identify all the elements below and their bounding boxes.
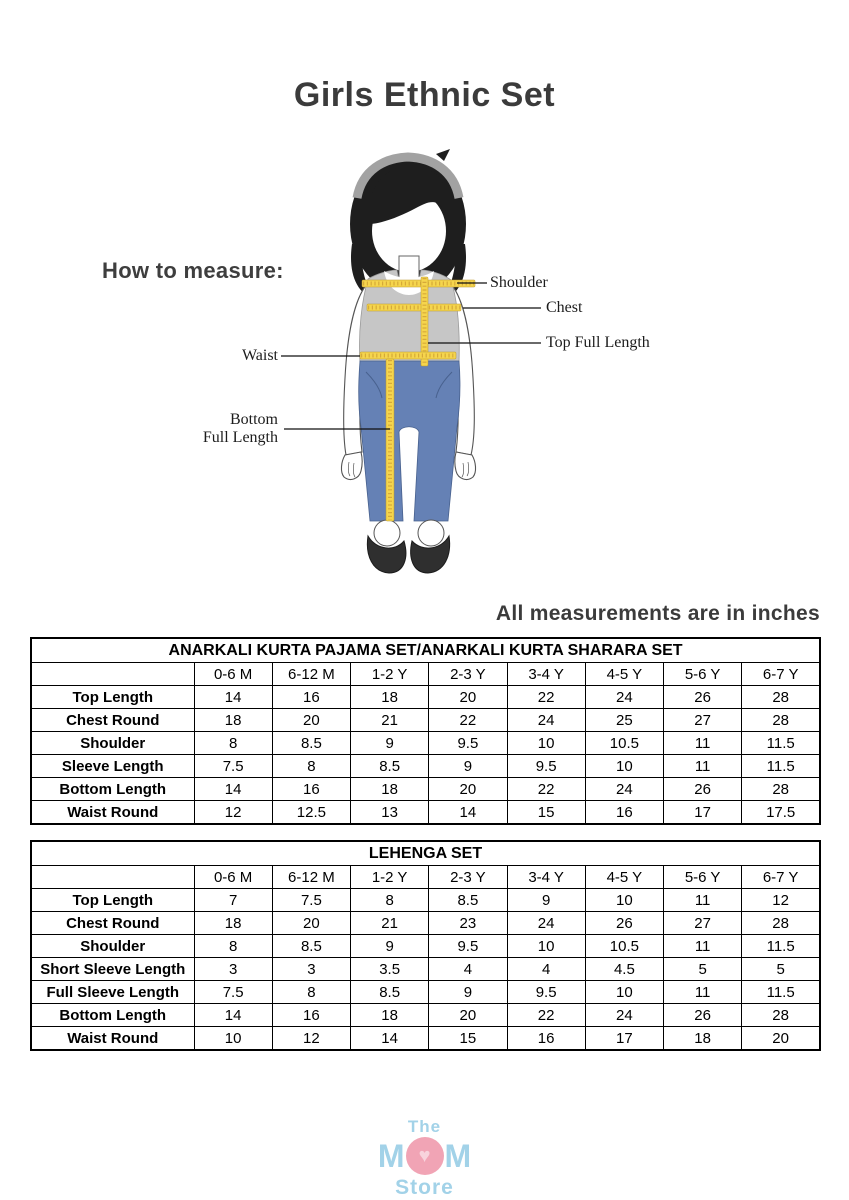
measurement-row-label: Short Sleeve Length <box>31 958 194 981</box>
measurement-value-cell: 5 <box>742 958 820 981</box>
measurement-value-cell: 11 <box>664 889 742 912</box>
measurement-value-cell: 11.5 <box>742 732 820 755</box>
table-row <box>31 1004 820 1027</box>
measurement-value-cell: 24 <box>507 709 585 732</box>
size-column-header: 6-12 M <box>272 663 350 686</box>
girl-pants <box>359 361 460 521</box>
measurement-value-cell: 14 <box>351 1027 429 1051</box>
measurement-value-cell: 28 <box>742 778 820 801</box>
measurement-value-cell: 8 <box>272 755 350 778</box>
size-column-header: 1-2 Y <box>351 663 429 686</box>
size-column-header: 2-3 Y <box>429 866 507 889</box>
measurement-value-cell: 24 <box>585 778 663 801</box>
table-row <box>31 889 820 912</box>
measurement-value-cell: 15 <box>429 1027 507 1051</box>
table-row <box>31 709 820 732</box>
measurement-value-cell: 20 <box>429 686 507 709</box>
measurement-value-cell: 20 <box>272 709 350 732</box>
size-column-header: 6-7 Y <box>742 663 820 686</box>
measurement-value-cell: 20 <box>272 912 350 935</box>
measurement-value-cell: 7.5 <box>194 981 272 1004</box>
top-full-length-label: Top Full Length <box>546 334 650 351</box>
table-row <box>31 732 820 755</box>
size-column-header: 4-5 Y <box>585 866 663 889</box>
size-column-header: 2-3 Y <box>429 663 507 686</box>
measurement-value-cell: 4.5 <box>585 958 663 981</box>
measurement-value-cell: 11.5 <box>742 755 820 778</box>
bottom-full-length-line1: Bottom <box>229 411 278 428</box>
measurement-value-cell: 10 <box>194 1027 272 1051</box>
measurement-value-cell: 20 <box>429 1004 507 1027</box>
measurement-value-cell: 22 <box>429 709 507 732</box>
measurement-value-cell: 9.5 <box>507 981 585 1004</box>
table-row <box>31 1027 820 1051</box>
measurement-value-cell: 8.5 <box>351 755 429 778</box>
measurement-value-cell: 27 <box>664 912 742 935</box>
measurement-value-cell: 11.5 <box>742 981 820 1004</box>
table-title: ANARKALI KURTA PAJAMA SET/ANARKALI KURTA SHARARA SET <box>31 638 820 663</box>
measurement-value-cell: 9.5 <box>429 935 507 958</box>
table-row <box>31 912 820 935</box>
measurement-value-cell: 18 <box>194 912 272 935</box>
logo-m-left: M <box>377 1138 405 1174</box>
measurement-value-cell: 11.5 <box>742 935 820 958</box>
measurement-value-cell: 9.5 <box>507 755 585 778</box>
measurement-row-label: Shoulder <box>31 935 194 958</box>
table-title-row <box>31 638 820 663</box>
measurement-value-cell: 18 <box>351 778 429 801</box>
measurement-value-cell: 20 <box>742 1027 820 1051</box>
measurement-row-label: Top Length <box>31 889 194 912</box>
measurement-value-cell: 24 <box>585 1004 663 1027</box>
size-column-header: 0-6 M <box>194 866 272 889</box>
table-header-row <box>31 663 820 686</box>
measurement-row-label: Chest Round <box>31 709 194 732</box>
measurement-value-cell: 21 <box>351 912 429 935</box>
header-corner-cell <box>31 663 194 686</box>
header-corner-cell <box>31 866 194 889</box>
logo-line-the: The <box>407 1117 442 1136</box>
table-row <box>31 958 820 981</box>
measurement-value-cell: 10 <box>585 755 663 778</box>
measurement-value-cell: 28 <box>742 1004 820 1027</box>
table-row <box>31 801 820 825</box>
measurement-value-cell: 28 <box>742 912 820 935</box>
measurement-value-cell: 13 <box>351 801 429 825</box>
measurement-value-cell: 16 <box>272 686 350 709</box>
table-row <box>31 755 820 778</box>
measurement-value-cell: 3.5 <box>351 958 429 981</box>
measurement-row-label: Full Sleeve Length <box>31 981 194 1004</box>
measurement-value-cell: 16 <box>585 801 663 825</box>
shoulder-label: Shoulder <box>490 274 548 291</box>
measurement-value-cell: 14 <box>194 1004 272 1027</box>
logo-line-mom <box>0 1137 849 1175</box>
measurement-value-cell: 7.5 <box>272 889 350 912</box>
measurement-row-label: Waist Round <box>31 1027 194 1051</box>
measurement-value-cell: 4 <box>507 958 585 981</box>
measurement-value-cell: 27 <box>664 709 742 732</box>
measurement-value-cell: 12.5 <box>272 801 350 825</box>
measurement-value-cell: 14 <box>194 778 272 801</box>
measurement-value-cell: 10 <box>585 889 663 912</box>
size-column-header: 1-2 Y <box>351 866 429 889</box>
chest-label: Chest <box>546 299 583 316</box>
measurement-row-label: Chest Round <box>31 912 194 935</box>
measurement-value-cell: 12 <box>194 801 272 825</box>
measurement-value-cell: 17 <box>585 1027 663 1051</box>
measurement-value-cell: 8.5 <box>351 981 429 1004</box>
measurement-value-cell: 9 <box>351 935 429 958</box>
measurement-value-cell: 10 <box>507 935 585 958</box>
measurement-value-cell: 23 <box>429 912 507 935</box>
measurement-figure-illustration <box>240 148 545 578</box>
measurement-row-label: Top Length <box>31 686 194 709</box>
mom-store-logo <box>0 1118 849 1198</box>
girl-shoes <box>367 520 449 573</box>
measurement-value-cell: 9.5 <box>429 732 507 755</box>
size-table-lehenga <box>30 840 821 1051</box>
measurement-value-cell: 14 <box>194 686 272 709</box>
measurement-value-cell: 9 <box>507 889 585 912</box>
measurement-value-cell: 26 <box>585 912 663 935</box>
size-column-header: 6-7 Y <box>742 866 820 889</box>
measurement-value-cell: 10.5 <box>585 732 663 755</box>
measurement-value-cell: 18 <box>664 1027 742 1051</box>
measurement-value-cell: 17 <box>664 801 742 825</box>
measurement-value-cell: 5 <box>664 958 742 981</box>
table-row <box>31 935 820 958</box>
table-row <box>31 778 820 801</box>
size-column-header: 4-5 Y <box>585 663 663 686</box>
measurement-value-cell: 24 <box>585 686 663 709</box>
measurement-value-cell: 21 <box>351 709 429 732</box>
measurement-value-cell: 3 <box>272 958 350 981</box>
measurement-value-cell: 9 <box>429 755 507 778</box>
waist-label: Waist <box>241 347 278 364</box>
heart-icon: ♥ <box>418 1145 431 1167</box>
measurement-value-cell: 20 <box>429 778 507 801</box>
logo-pink-circle <box>406 1137 444 1175</box>
logo-line-store: Store <box>395 1176 454 1199</box>
measurement-value-cell: 9 <box>429 981 507 1004</box>
measurement-value-cell: 16 <box>272 1004 350 1027</box>
table-header-row <box>31 866 820 889</box>
size-column-header: 3-4 Y <box>507 663 585 686</box>
measurement-value-cell: 26 <box>664 686 742 709</box>
measurement-value-cell: 8 <box>194 935 272 958</box>
measurement-value-cell: 18 <box>351 1004 429 1027</box>
measurement-value-cell: 8 <box>272 981 350 1004</box>
table-title-row <box>31 841 820 866</box>
measurement-value-cell: 7 <box>194 889 272 912</box>
measurement-value-cell: 24 <box>507 912 585 935</box>
table-row <box>31 686 820 709</box>
measurement-value-cell: 16 <box>507 1027 585 1051</box>
measurement-value-cell: 3 <box>194 958 272 981</box>
measurement-value-cell: 8 <box>351 889 429 912</box>
measurement-value-cell: 4 <box>429 958 507 981</box>
bottom-full-length-label <box>150 411 278 447</box>
measurement-value-cell: 11 <box>664 981 742 1004</box>
table-title: LEHENGA SET <box>31 841 820 866</box>
size-column-header: 3-4 Y <box>507 866 585 889</box>
measurement-value-cell: 10 <box>585 981 663 1004</box>
measurement-value-cell: 28 <box>742 686 820 709</box>
measurement-value-cell: 26 <box>664 778 742 801</box>
measurement-value-cell: 7.5 <box>194 755 272 778</box>
measurement-value-cell: 18 <box>194 709 272 732</box>
page-title: Girls Ethnic Set <box>293 76 556 114</box>
size-column-header: 6-12 M <box>272 866 350 889</box>
units-note: All measurements are in inches <box>495 602 820 625</box>
measurement-value-cell: 10 <box>507 732 585 755</box>
size-column-header: 0-6 M <box>194 663 272 686</box>
how-to-measure-heading: How to measure: <box>102 258 284 283</box>
measurement-value-cell: 12 <box>272 1027 350 1051</box>
measurement-row-label: Sleeve Length <box>31 755 194 778</box>
measurement-value-cell: 11 <box>664 935 742 958</box>
measurement-row-label: Bottom Length <box>31 1004 194 1027</box>
measurement-value-cell: 11 <box>664 732 742 755</box>
size-table-anarkali <box>30 637 821 825</box>
measurement-value-cell: 26 <box>664 1004 742 1027</box>
measurement-value-cell: 15 <box>507 801 585 825</box>
measurement-value-cell: 12 <box>742 889 820 912</box>
measurement-value-cell: 28 <box>742 709 820 732</box>
logo-m-right: M <box>444 1138 472 1174</box>
bottom-full-length-line2: Full Length <box>202 429 278 446</box>
measurement-value-cell: 8.5 <box>429 889 507 912</box>
measurement-value-cell: 10.5 <box>585 935 663 958</box>
measurement-value-cell: 25 <box>585 709 663 732</box>
measurement-value-cell: 8.5 <box>272 732 350 755</box>
measurement-value-cell: 22 <box>507 686 585 709</box>
measurement-value-cell: 11 <box>664 755 742 778</box>
measurement-row-label: Bottom Length <box>31 778 194 801</box>
measurement-value-cell: 16 <box>272 778 350 801</box>
measurement-value-cell: 17.5 <box>742 801 820 825</box>
measurement-value-cell: 18 <box>351 686 429 709</box>
size-column-header: 5-6 Y <box>664 663 742 686</box>
measurement-value-cell: 22 <box>507 1004 585 1027</box>
measurement-value-cell: 9 <box>351 732 429 755</box>
measurement-row-label: Shoulder <box>31 732 194 755</box>
table-row <box>31 981 820 1004</box>
size-column-header: 5-6 Y <box>664 866 742 889</box>
measurement-value-cell: 22 <box>507 778 585 801</box>
measurement-value-cell: 14 <box>429 801 507 825</box>
measurement-value-cell: 8 <box>194 732 272 755</box>
measurement-value-cell: 8.5 <box>272 935 350 958</box>
measurement-row-label: Waist Round <box>31 801 194 825</box>
